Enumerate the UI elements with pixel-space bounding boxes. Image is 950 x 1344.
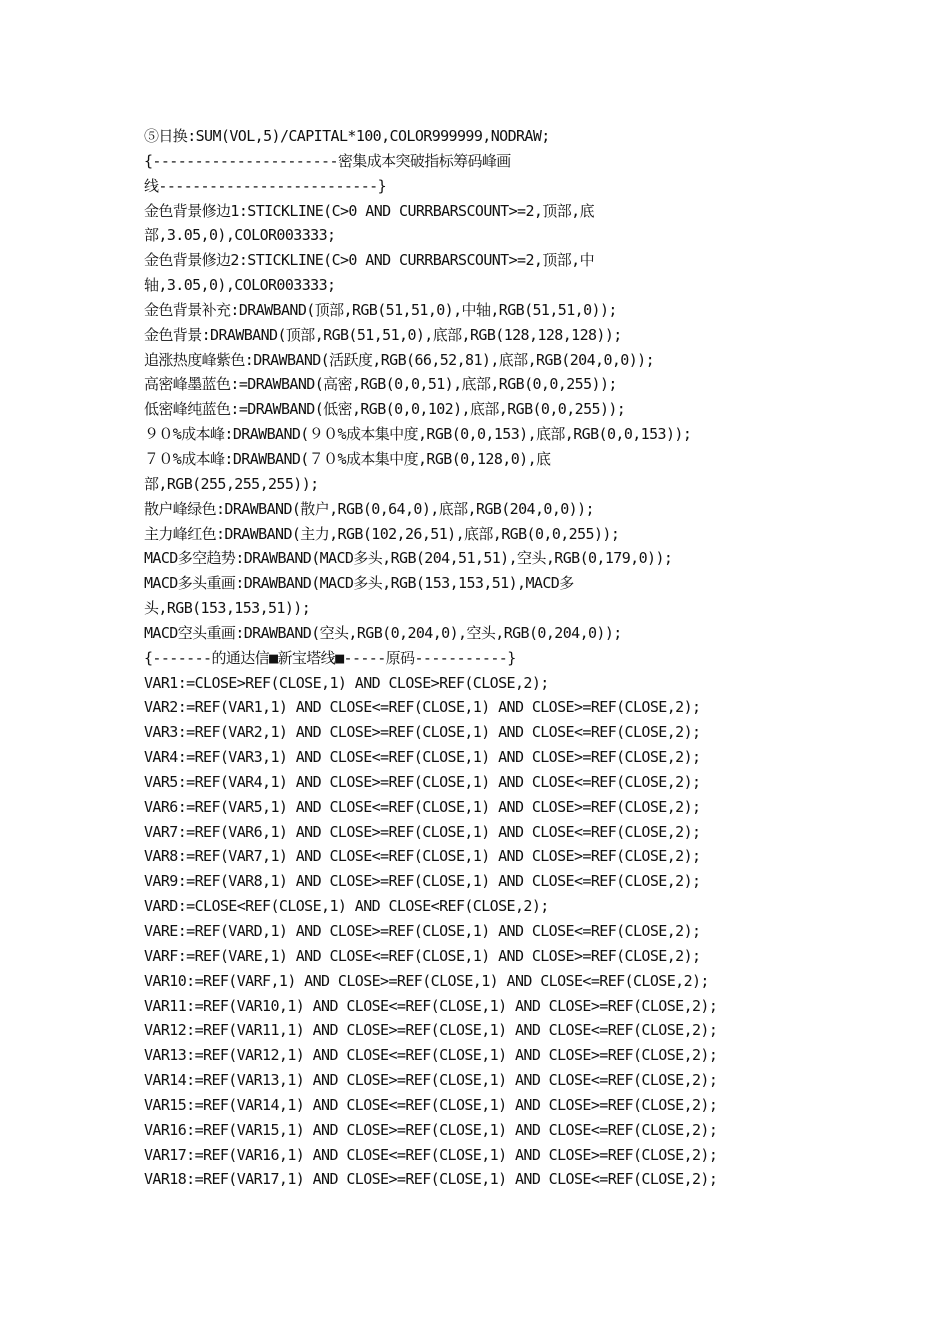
code-line: ７０%成本峰:DRAWBAND(７０%成本集中度,RGB(0,128,0),底 (144, 449, 551, 468)
code-line: 线--------------------------} (144, 176, 387, 195)
code-line: VAR3:=REF(VAR2,1) AND CLOSE>=REF(CLOSE,1) AND CLOSE<=REF(CLOSE,2); (144, 723, 701, 742)
code-line: MACD多空趋势:DRAWBAND(MACD多头,RGB(204,51,51),空头,RGB(0,179,0)); (144, 549, 673, 568)
code-line: 金色背景:DRAWBAND(顶部,RGB(51,51,0),底部,RGB(128,128,128)); (144, 325, 622, 344)
code-line: VAR4:=REF(VAR3,1) AND CLOSE<=REF(CLOSE,1) AND CLOSE>=REF(CLOSE,2); (144, 748, 701, 767)
code-line: VAR9:=REF(VAR8,1) AND CLOSE>=REF(CLOSE,1) AND CLOSE<=REF(CLOSE,2); (144, 872, 701, 891)
code-line: VAR16:=REF(VAR15,1) AND CLOSE>=REF(CLOSE,1) AND CLOSE<=REF(CLOSE,2); (144, 1120, 718, 1139)
code-line: {-------的通达信■新宝塔线■-----原码-----------} (144, 648, 516, 667)
code-line: 追涨热度峰紫色:DRAWBAND(活跃度,RGB(66,52,81),底部,RGB(204,0,0)); (144, 350, 655, 369)
code-line: VAR10:=REF(VARF,1) AND CLOSE>=REF(CLOSE,1) AND CLOSE<=REF(CLOSE,2); (144, 971, 709, 990)
code-line: 金色背景补充:DRAWBAND(顶部,RGB(51,51,0),中轴,RGB(51,51,0)); (144, 300, 617, 319)
code-line: 金色背景修边2:STICKLINE(C>0 AND CURRBARSCOUNT>=2,顶部,中 (144, 251, 594, 270)
code-line: VAR1:=CLOSE>REF(CLOSE,1) AND CLOSE>REF(CLOSE,2); (144, 673, 549, 692)
code-line: VARF:=REF(VARE,1) AND CLOSE<=REF(CLOSE,1) AND CLOSE>=REF(CLOSE,2); (144, 946, 701, 965)
code-line: {----------------------密集成本突破指标筹码峰画 (144, 151, 511, 170)
code-line: 金色背景修边1:STICKLINE(C>0 AND CURRBARSCOUNT>=2,顶部,底 (144, 201, 594, 220)
code-line: 头,RGB(153,153,51)); (144, 599, 311, 618)
code-line: VARD:=CLOSE<REF(CLOSE,1) AND CLOSE<REF(CLOSE,2); (144, 897, 549, 916)
code-line: 低密峰纯蓝色:=DRAWBAND(低密,RGB(0,0,102),底部,RGB(0,0,255)); (144, 400, 626, 419)
code-line: VARE:=REF(VARD,1) AND CLOSE>=REF(CLOSE,1) AND CLOSE<=REF(CLOSE,2); (144, 922, 701, 940)
code-line: MACD空头重画:DRAWBAND(空头,RGB(0,204,0),空头,RGB(0,204,0)); (144, 623, 622, 642)
code-line: ⑤日换:SUM(VOL,5)/CAPITAL*100,COLOR999999,NODRAW; (144, 127, 550, 145)
code-line: VAR11:=REF(VAR10,1) AND CLOSE<=REF(CLOSE,1) AND CLOSE>=REF(CLOSE,2); (144, 996, 718, 1015)
code-line: VAR13:=REF(VAR12,1) AND CLOSE<=REF(CLOSE,1) AND CLOSE>=REF(CLOSE,2); (144, 1046, 718, 1065)
formula-code-block (144, 124, 904, 1192)
code-line: 轴,3.05,0),COLOR003333; (144, 276, 336, 295)
code-line: VAR7:=REF(VAR6,1) AND CLOSE>=REF(CLOSE,1) AND CLOSE<=REF(CLOSE,2); (144, 822, 701, 841)
code-line: VAR2:=REF(VAR1,1) AND CLOSE<=REF(CLOSE,1) AND CLOSE>=REF(CLOSE,2); (144, 698, 701, 717)
code-line: 散户峰绿色:DRAWBAND(散户,RGB(0,64,0),底部,RGB(204,0,0)); (144, 499, 594, 518)
code-line: VAR18:=REF(VAR17,1) AND CLOSE>=REF(CLOSE,1) AND CLOSE<=REF(CLOSE,2); (144, 1170, 718, 1189)
code-line: MACD多头重画:DRAWBAND(MACD多头,RGB(153,153,51),MACD多 (144, 574, 574, 593)
code-line: VAR6:=REF(VAR5,1) AND CLOSE<=REF(CLOSE,1) AND CLOSE>=REF(CLOSE,2); (144, 797, 701, 816)
code-line: VAR15:=REF(VAR14,1) AND CLOSE<=REF(CLOSE,1) AND CLOSE>=REF(CLOSE,2); (144, 1095, 718, 1114)
code-line: ９０%成本峰:DRAWBAND(９０%成本集中度,RGB(0,0,153),底部,RGB(0,0,153)); (144, 425, 692, 444)
code-line: 主力峰红色:DRAWBAND(主力,RGB(102,26,51),底部,RGB(0,0,255)); (144, 524, 620, 543)
code-line: 部,3.05,0),COLOR003333; (144, 226, 336, 245)
code-line: 部,RGB(255,255,255)); (144, 474, 319, 493)
code-line: 高密峰墨蓝色:=DRAWBAND(高密,RGB(0,0,51),底部,RGB(0,0,255)); (144, 375, 617, 394)
code-line: VAR8:=REF(VAR7,1) AND CLOSE<=REF(CLOSE,1) AND CLOSE>=REF(CLOSE,2); (144, 847, 701, 866)
code-line: VAR17:=REF(VAR16,1) AND CLOSE<=REF(CLOSE,1) AND CLOSE>=REF(CLOSE,2); (144, 1145, 718, 1164)
code-line: VAR12:=REF(VAR11,1) AND CLOSE>=REF(CLOSE,1) AND CLOSE<=REF(CLOSE,2); (144, 1021, 718, 1040)
code-line: VAR14:=REF(VAR13,1) AND CLOSE>=REF(CLOSE,1) AND CLOSE<=REF(CLOSE,2); (144, 1071, 718, 1090)
code-line: VAR5:=REF(VAR4,1) AND CLOSE>=REF(CLOSE,1) AND CLOSE<=REF(CLOSE,2); (144, 772, 701, 791)
